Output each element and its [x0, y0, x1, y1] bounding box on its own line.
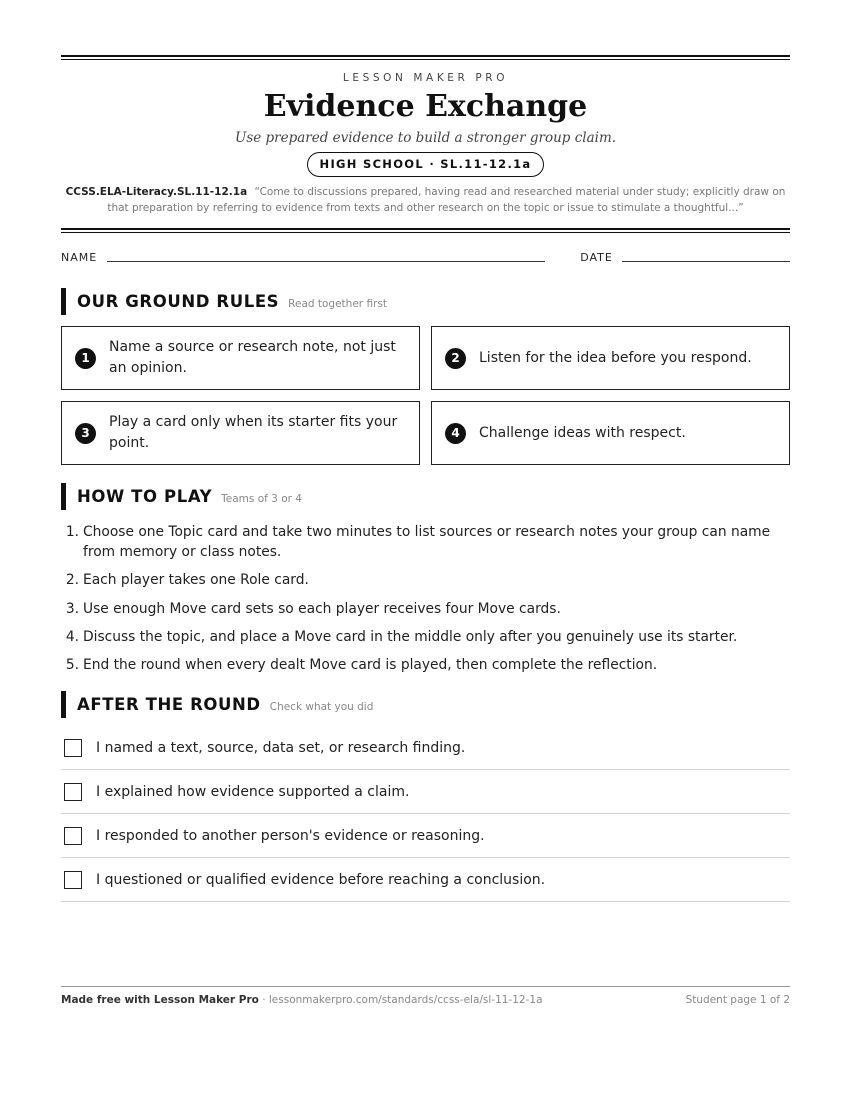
step-number: 5.: [65, 657, 79, 674]
reflection-checklist: [61, 726, 790, 902]
ground-rule-card: [61, 326, 420, 390]
checkbox[interactable]: [64, 783, 82, 801]
checkbox[interactable]: [64, 827, 82, 845]
step-text: Each player takes one Role card.: [83, 572, 309, 589]
rule-text: Listen for the idea before you respond.: [479, 349, 752, 366]
after-round-title: AFTER THE ROUND: [77, 695, 261, 715]
ground-rules-heading: [61, 288, 790, 315]
checklist-text: I responded to another person's evidence or reasoning.: [96, 827, 485, 844]
footer-url[interactable]: · lessonmakerpro.com/standards/ccss-ela/sl-11-12-1a: [258, 994, 543, 1006]
step-text: End the round when every dealt Move card is played, then complete the reflection.: [83, 657, 658, 674]
step-text: Discuss the topic, and place a Move card in the middle only after you genuinely use its starter.: [83, 628, 738, 645]
ground-rule-card: [431, 401, 790, 465]
rule-number-badge: 4: [445, 423, 466, 444]
ground-rules-hint: Read together first: [288, 298, 387, 310]
how-to-play-title: HOW TO PLAY: [77, 487, 213, 506]
checklist-text: I questioned or qualified evidence before reaching a conclusion.: [96, 871, 546, 888]
ground-rule-card: [61, 401, 420, 465]
step-number: 4.: [65, 628, 79, 645]
footer-page-number: Student page 1 of 2: [685, 994, 790, 1006]
step-number: 2.: [65, 572, 79, 589]
how-to-play-heading: [61, 483, 790, 510]
how-to-play-steps: [61, 522, 790, 675]
how-to-play-hint: Teams of 3 or 4: [221, 493, 302, 505]
page-subtitle: Use prepared evidence to build a stronger group claim.: [234, 130, 617, 146]
checklist-text: I named a text, source, data set, or research finding.: [96, 739, 466, 756]
step-item: [61, 570, 790, 590]
name-date-bar: [61, 248, 790, 264]
date-field[interactable]: [622, 261, 790, 262]
checklist-item: [61, 770, 790, 814]
step-number: 3.: [65, 600, 79, 617]
rule-number-badge: 1: [75, 348, 96, 369]
ground-rules-grid: [61, 326, 790, 465]
standard-code: CCSS.ELA-Literacy.SL.11-12.1a: [65, 186, 248, 198]
checkbox[interactable]: [64, 739, 82, 757]
step-item: [61, 655, 790, 675]
rule-text: Name a source or research note, not just an opinion.: [109, 339, 396, 376]
footer-made-with: Made free with Lesson Maker Pro: [61, 994, 259, 1006]
after-round-heading: [61, 691, 790, 718]
step-item: [61, 522, 790, 562]
rule-number-badge: 2: [445, 348, 466, 369]
ground-rules-title: OUR GROUND RULES: [77, 292, 280, 311]
page-footer: [61, 986, 790, 1006]
rule-text: Play a card only when its starter fits your point.: [109, 414, 398, 451]
step-item: [61, 599, 790, 619]
date-label: DATE: [580, 251, 613, 264]
top-rule: [61, 55, 790, 59]
header-bottom-rule: [61, 228, 790, 232]
step-number: 1.: [65, 524, 79, 540]
grade-standard-badge: HIGH SCHOOL · SL.11-12.1a: [307, 152, 545, 177]
footer-credit: [61, 994, 543, 1006]
rule-number-badge: 3: [75, 423, 96, 444]
after-round-hint: Check what you did: [269, 701, 374, 714]
checklist-item: [61, 726, 790, 770]
step-item: [61, 627, 790, 647]
worksheet-header: [61, 59, 790, 216]
worksheet-page: [61, 55, 790, 902]
step-text: Choose one Topic card and take two minutes to list sources or research notes your group can name from memory or class notes.: [83, 524, 771, 560]
page-title: Evidence Exchange: [263, 89, 588, 124]
standard-description: [61, 184, 790, 216]
brand-name: LESSON MAKER PRO: [342, 72, 509, 84]
name-label: NAME: [61, 251, 98, 264]
checklist-text: I explained how evidence supported a claim.: [96, 783, 410, 800]
name-field[interactable]: [107, 261, 545, 262]
checkbox[interactable]: [64, 871, 82, 889]
ground-rule-card: [431, 326, 790, 390]
step-text: Use enough Move card sets so each player receives four Move cards.: [83, 600, 561, 617]
rule-text: Challenge ideas with respect.: [479, 424, 686, 441]
checklist-item: [61, 858, 790, 902]
checklist-item: [61, 814, 790, 858]
standard-quote: “Come to discussions prepared, having read and researched material under study; explicitly draw on that preparation by referring to evidence from texts and other research on the topic or issue to stimulate a thoughtful...”: [107, 186, 786, 214]
